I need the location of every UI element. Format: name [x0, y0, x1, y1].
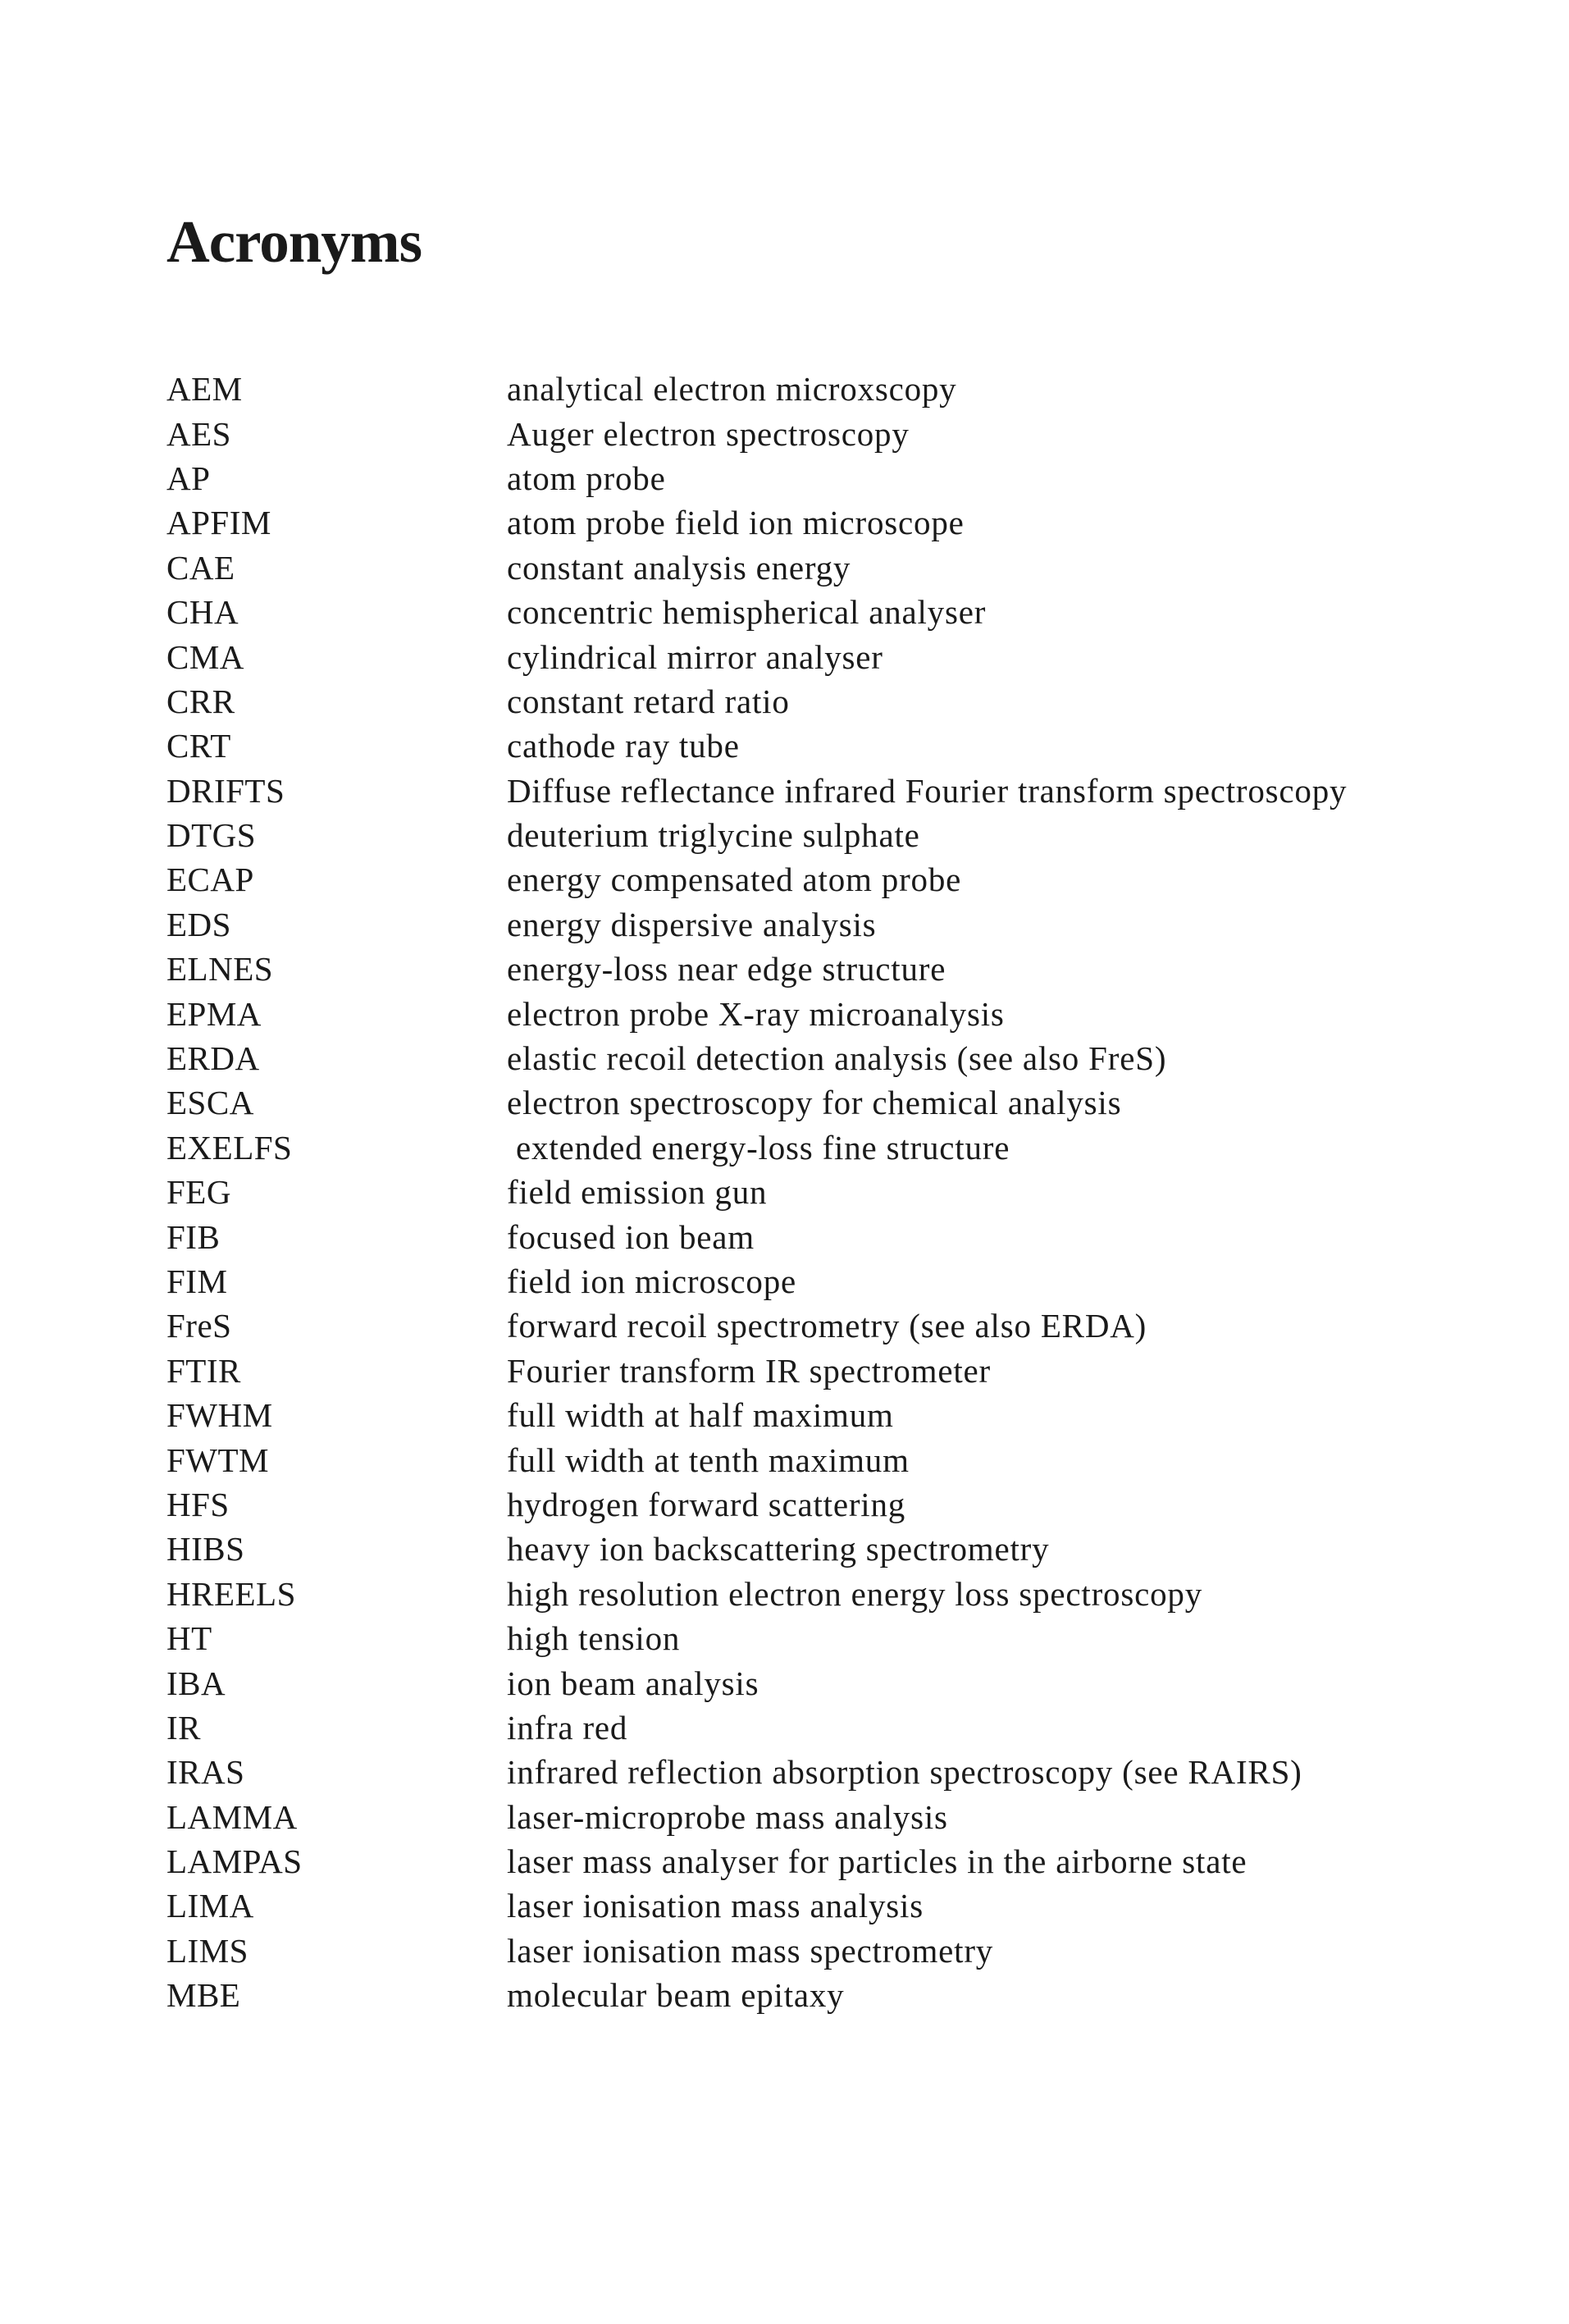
- acronym-definition: concentric hemispherical analyser: [507, 593, 987, 632]
- acronym-entry: [166, 1527, 1347, 1571]
- acronym-term: APFIM: [166, 504, 271, 542]
- acronym-entry: [166, 813, 1347, 857]
- acronym-definition: atom probe: [507, 459, 666, 497]
- acronym-entry: [166, 1393, 1347, 1437]
- acronym-definition: laser ionisation mass spectrometry: [507, 1931, 994, 1970]
- acronym-term: AP: [166, 459, 211, 497]
- acronym-definition: atom probe field ion microscope: [507, 504, 965, 542]
- acronym-definition: Auger electron spectroscopy: [507, 414, 910, 453]
- acronym-term: LIMS: [166, 1931, 249, 1970]
- acronym-definition: cathode ray tube: [507, 727, 740, 765]
- acronym-definition: molecular beam epitaxy: [507, 1976, 845, 2015]
- acronym-term: ELNES: [166, 950, 274, 988]
- acronym-term: ESCA: [166, 1084, 254, 1122]
- acronym-term: EDS: [166, 905, 231, 943]
- acronym-entry: [166, 1214, 1347, 1258]
- acronym-entry: [166, 679, 1347, 724]
- acronym-definition: energy-loss near edge structure: [507, 950, 946, 988]
- acronym-term: FWHM: [166, 1396, 273, 1435]
- acronym-term: ERDA: [166, 1039, 260, 1078]
- acronym-entry: [166, 500, 1347, 545]
- acronym-term: IRAS: [166, 1753, 245, 1792]
- acronym-definition: constant retard ratio: [507, 682, 790, 720]
- acronym-definition: field ion microscope: [507, 1262, 797, 1300]
- acronym-definition: infrared reflection absorption spectroscopy (see RAIRS): [507, 1753, 1302, 1792]
- acronym-term: FWTM: [166, 1441, 269, 1479]
- acronym-term: FTIR: [166, 1351, 241, 1390]
- acronym-definition: deuterium triglycine sulphate: [507, 816, 920, 855]
- acronym-entry: [166, 1349, 1347, 1393]
- acronym-entry: [166, 1482, 1347, 1527]
- acronym-definition: energy compensated atom probe: [507, 861, 962, 899]
- acronym-entry: [166, 991, 1347, 1035]
- acronym-definition: energy dispersive analysis: [507, 905, 877, 943]
- acronym-definition: constant analysis energy: [507, 548, 851, 587]
- acronym-term: EXELFS: [166, 1128, 293, 1167]
- acronym-entry: [166, 1929, 1347, 1973]
- acronym-term: EPMA: [166, 994, 262, 1033]
- acronym-term: CHA: [166, 593, 239, 632]
- acronym-entry: [166, 1304, 1347, 1348]
- acronym-definition: analytical electron microxscopy: [507, 370, 957, 409]
- acronym-entry: [166, 1125, 1347, 1170]
- acronym-definition: focused ion beam: [507, 1217, 755, 1256]
- acronym-term: CAE: [166, 548, 235, 587]
- acronym-entry: [166, 1036, 1347, 1080]
- acronym-term: HIBS: [166, 1530, 245, 1568]
- acronym-term: DTGS: [166, 816, 257, 855]
- acronym-entry: [166, 1883, 1347, 1928]
- acronym-entry: [166, 947, 1347, 991]
- acronym-entry: [166, 769, 1347, 813]
- acronym-entry: [166, 1660, 1347, 1705]
- acronym-definition: forward recoil spectrometry (see also ERDA): [507, 1307, 1147, 1345]
- acronym-definition: infra red: [507, 1708, 628, 1746]
- acronym-term: CRR: [166, 682, 235, 720]
- acronym-term: FIM: [166, 1262, 228, 1300]
- acronym-term: AEM: [166, 370, 243, 409]
- acronym-definition: extended energy-loss fine structure: [507, 1128, 1010, 1167]
- acronym-term: LIMA: [166, 1887, 254, 1925]
- acronym-entry: [166, 456, 1347, 500]
- acronym-entry: [166, 902, 1347, 947]
- acronym-term: DRIFTS: [166, 771, 285, 810]
- acronym-term: ECAP: [166, 861, 254, 899]
- acronym-term: MBE: [166, 1976, 241, 2015]
- acronym-definition: heavy ion backscattering spectrometry: [507, 1530, 1050, 1568]
- acronym-entry: [166, 724, 1347, 768]
- acronym-definition: cylindrical mirror analyser: [507, 637, 883, 676]
- acronym-term: HREELS: [166, 1574, 296, 1613]
- acronym-definition: high resolution electron energy loss spectroscopy: [507, 1574, 1203, 1613]
- acronym-term: HFS: [166, 1485, 230, 1523]
- acronym-entry: [166, 1259, 1347, 1304]
- acronym-definition: field emission gun: [507, 1173, 768, 1212]
- acronym-entry: [166, 1750, 1347, 1794]
- acronym-term: CMA: [166, 637, 244, 676]
- acronym-term: LAMMA: [166, 1797, 298, 1836]
- acronym-entry: [166, 1973, 1347, 2017]
- acronym-definition: Fourier transform IR spectrometer: [507, 1351, 991, 1390]
- acronym-definition: hydrogen forward scattering: [507, 1485, 906, 1523]
- acronym-definition: elastic recoil detection analysis (see also FreS): [507, 1039, 1167, 1078]
- acronym-entry: [166, 367, 1347, 411]
- acronym-entry: [166, 1080, 1347, 1125]
- acronym-definition: laser ionisation mass analysis: [507, 1887, 924, 1925]
- acronym-definition: full width at tenth maximum: [507, 1441, 910, 1479]
- acronym-definition: laser mass analyser for particles in the airborne state: [507, 1842, 1247, 1881]
- acronym-term: FreS: [166, 1307, 232, 1345]
- acronym-term: FEG: [166, 1173, 231, 1212]
- acronym-definition: laser-microprobe mass analysis: [507, 1797, 948, 1836]
- acronym-definition: electron spectroscopy for chemical analysis: [507, 1084, 1122, 1122]
- acronym-term: AES: [166, 414, 231, 453]
- acronym-entry: [166, 1437, 1347, 1482]
- acronym-definition: high tension: [507, 1619, 681, 1658]
- acronym-entry: [166, 590, 1347, 634]
- acronym-entry: [166, 1795, 1347, 1839]
- acronym-entry: [166, 1170, 1347, 1214]
- acronym-term: IBA: [166, 1664, 226, 1702]
- acronym-definition: ion beam analysis: [507, 1664, 759, 1702]
- acronym-definition: full width at half maximum: [507, 1396, 894, 1435]
- acronym-term: FIB: [166, 1217, 221, 1256]
- acronym-entry: [166, 634, 1347, 678]
- acronym-entry: [166, 411, 1347, 455]
- acronym-term: IR: [166, 1708, 201, 1746]
- acronym-term: LAMPAS: [166, 1842, 303, 1881]
- acronym-entry: [166, 1839, 1347, 1883]
- acronym-entry: [166, 857, 1347, 902]
- acronym-definition: electron probe X-ray microanalysis: [507, 994, 1005, 1033]
- page-title: Acronyms: [166, 208, 422, 275]
- acronym-entry: [166, 546, 1347, 590]
- acronym-definition: Diffuse reflectance infrared Fourier transform spectroscopy: [507, 771, 1348, 810]
- acronym-term: CRT: [166, 727, 231, 765]
- acronym-entry: [166, 1572, 1347, 1616]
- acronym-entry: [166, 1616, 1347, 1660]
- acronym-list: [166, 367, 1347, 2017]
- acronym-term: HT: [166, 1619, 212, 1658]
- acronym-entry: [166, 1705, 1347, 1750]
